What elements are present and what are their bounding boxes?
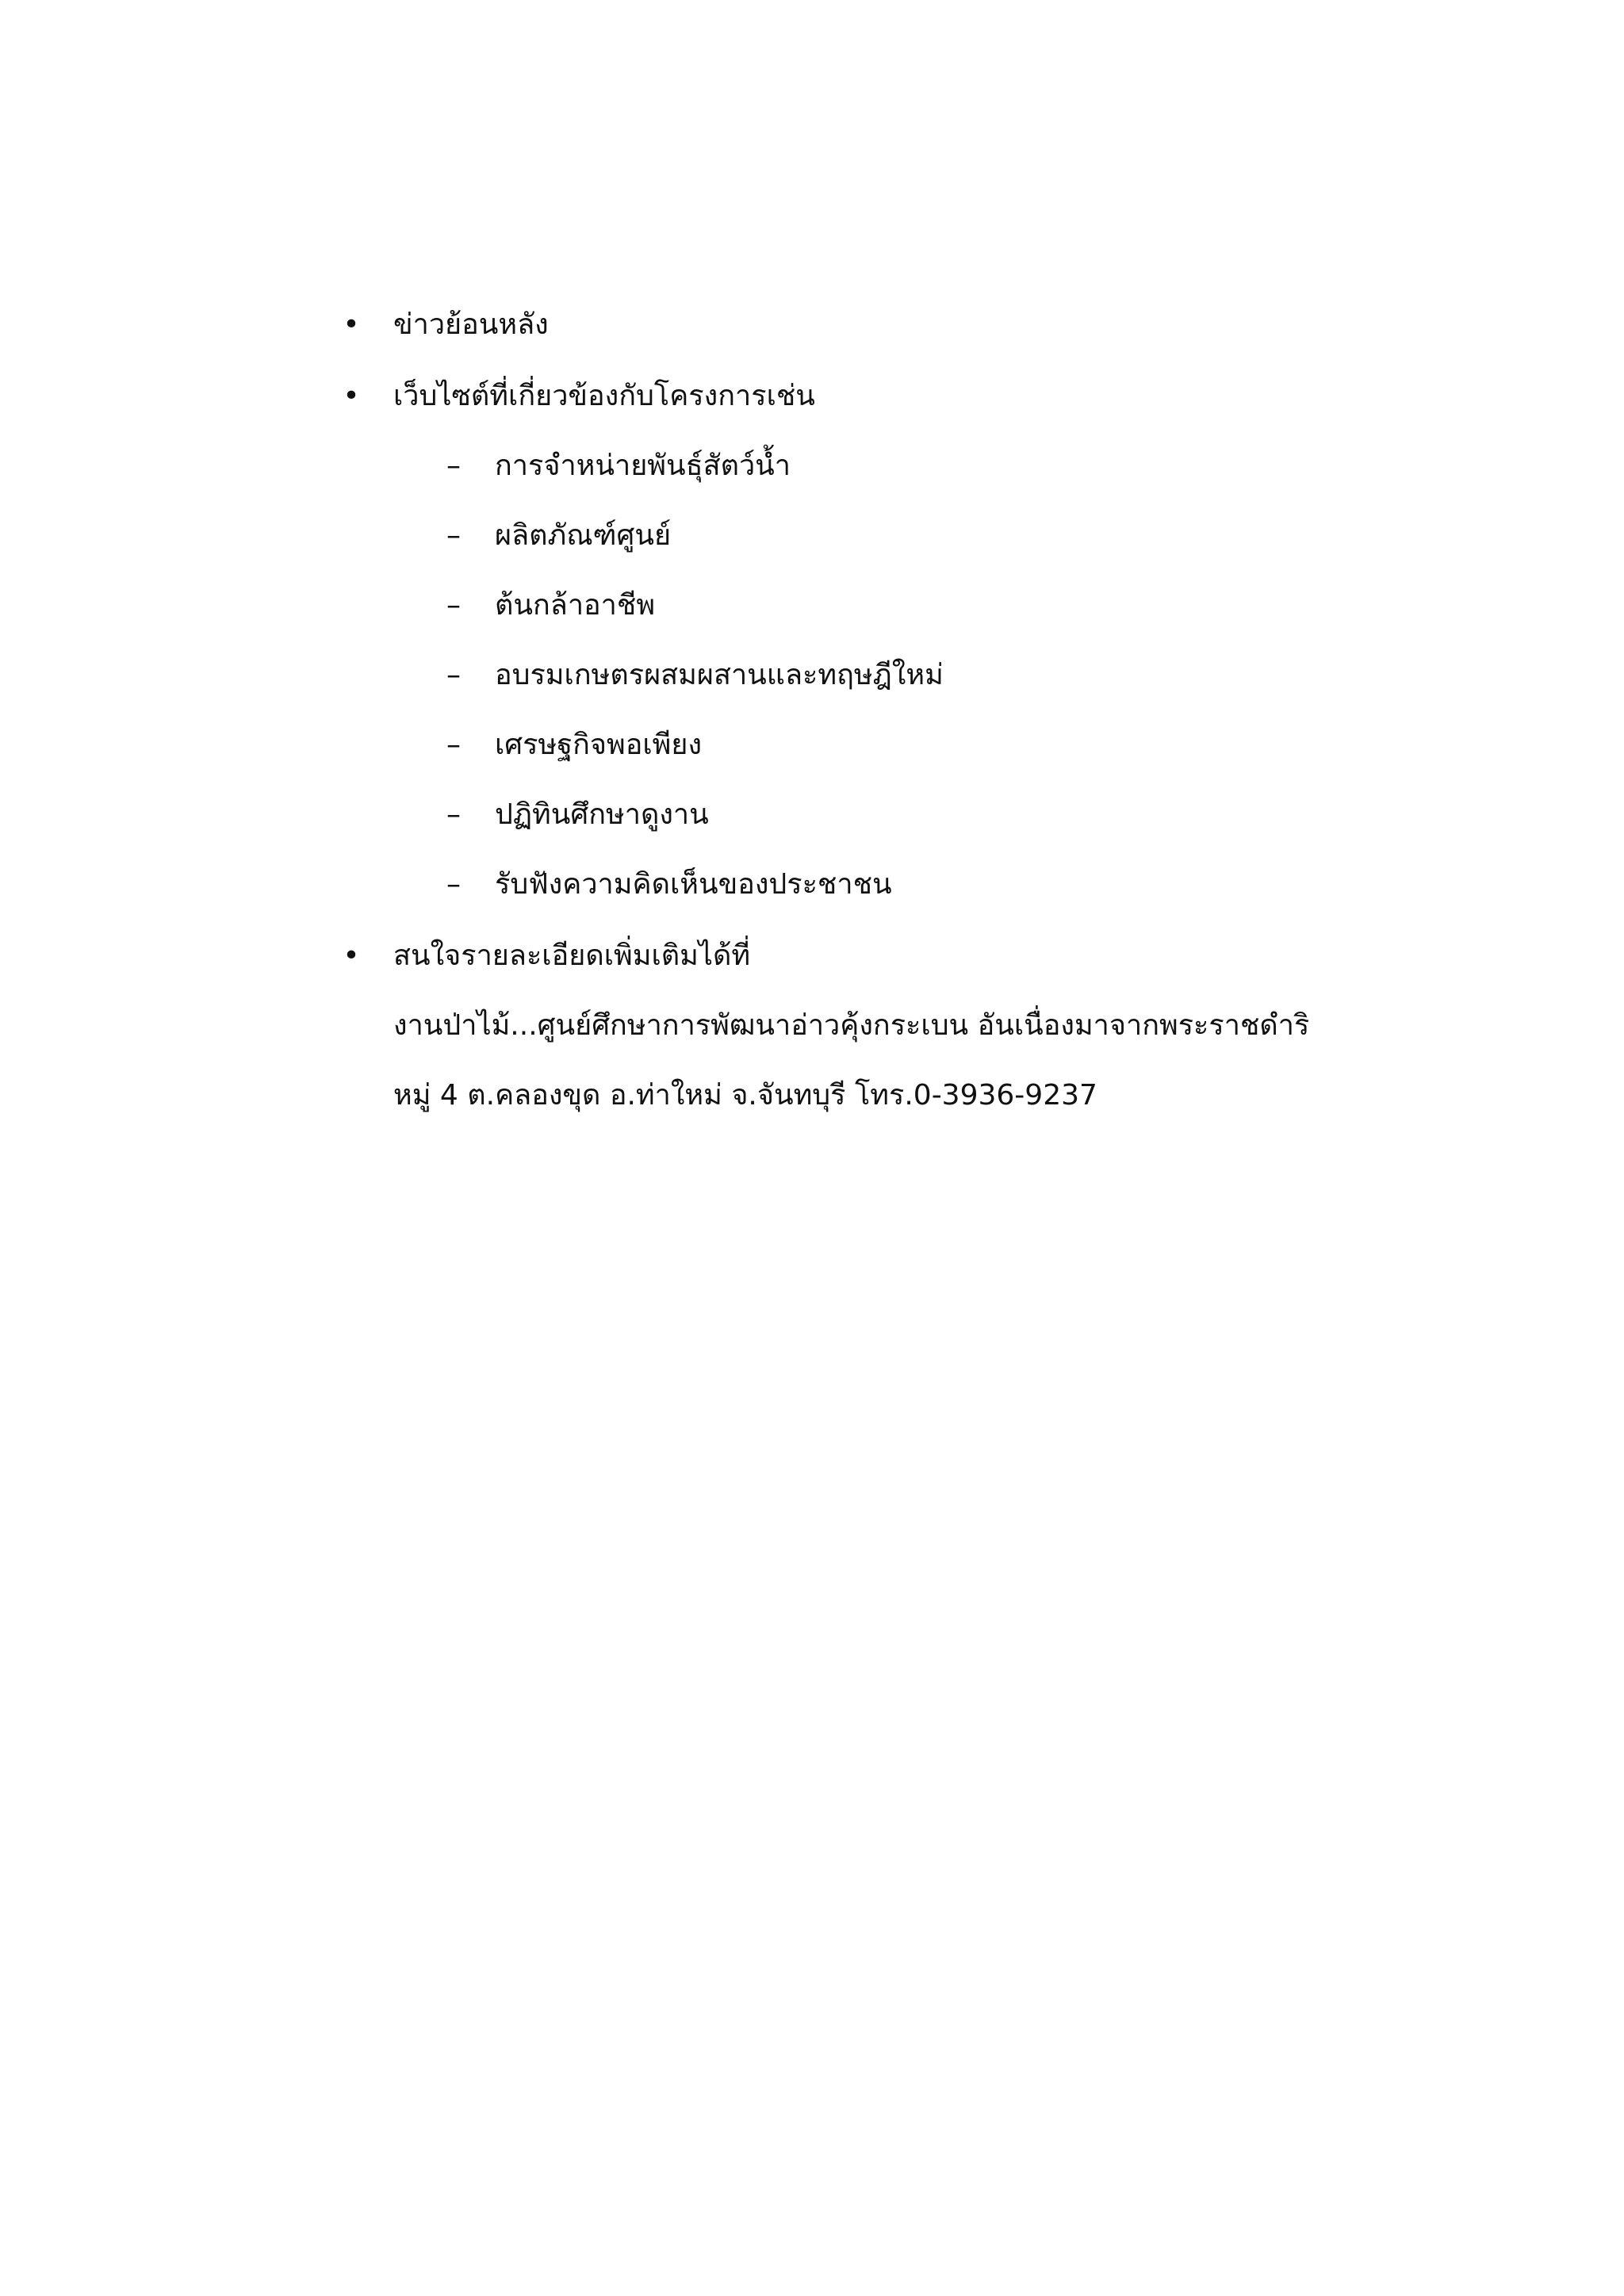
- sub-item-public-opinion: รับฟังความคิดเห็นของประชาชน: [495, 868, 892, 901]
- dash-marker: –: [446, 589, 461, 622]
- dash-marker: –: [446, 450, 461, 482]
- bullet-marker: •: [343, 380, 360, 412]
- dash-marker: –: [446, 659, 461, 691]
- sub-item-integrated-farming: อบรมเกษตรผสมผสานและทฤษฎีใหม่: [495, 659, 944, 691]
- contact-organization: งานป่าไม้...ศูนย์ศึกษาการพัฒนาอ่าวคุ้งกระเบน อันเนื่องมาจากพระราชดำริ: [393, 1009, 1310, 1042]
- sub-item-sufficiency-economy: เศรษฐกิจพอเพียง: [495, 729, 703, 761]
- contact-address-phone: หมู่ 4 ต.คลองขุด อ.ท่าใหม่ จ.จันทบุรี โทร.0-3936-9237: [393, 1079, 1097, 1112]
- dash-marker: –: [446, 798, 461, 831]
- dash-marker: –: [446, 868, 461, 901]
- bullet-marker: •: [343, 308, 360, 341]
- dash-marker: –: [446, 729, 461, 761]
- sub-item-study-visit-calendar: ปฏิทินศึกษาดูงาน: [495, 798, 709, 831]
- bullet-marker: •: [343, 939, 360, 972]
- dash-marker: –: [446, 519, 461, 552]
- list-item-news-archive: ข่าวย้อนหลัง: [393, 308, 549, 341]
- sub-item-center-products: ผลิตภัณฑ์ศูนย์: [495, 519, 672, 552]
- list-item-related-websites: เว็บไซต์ที่เกี่ยวข้องกับโครงการเช่น: [393, 380, 815, 412]
- sub-item-aquatic-sales: การจำหน่ายพันธุ์สัตว์น้ำ: [495, 450, 791, 482]
- sub-item-career-seedling: ต้นกล้าอาชีพ: [495, 589, 656, 622]
- list-item-more-info: สนใจรายละเอียดเพิ่มเติมได้ที่: [393, 939, 751, 972]
